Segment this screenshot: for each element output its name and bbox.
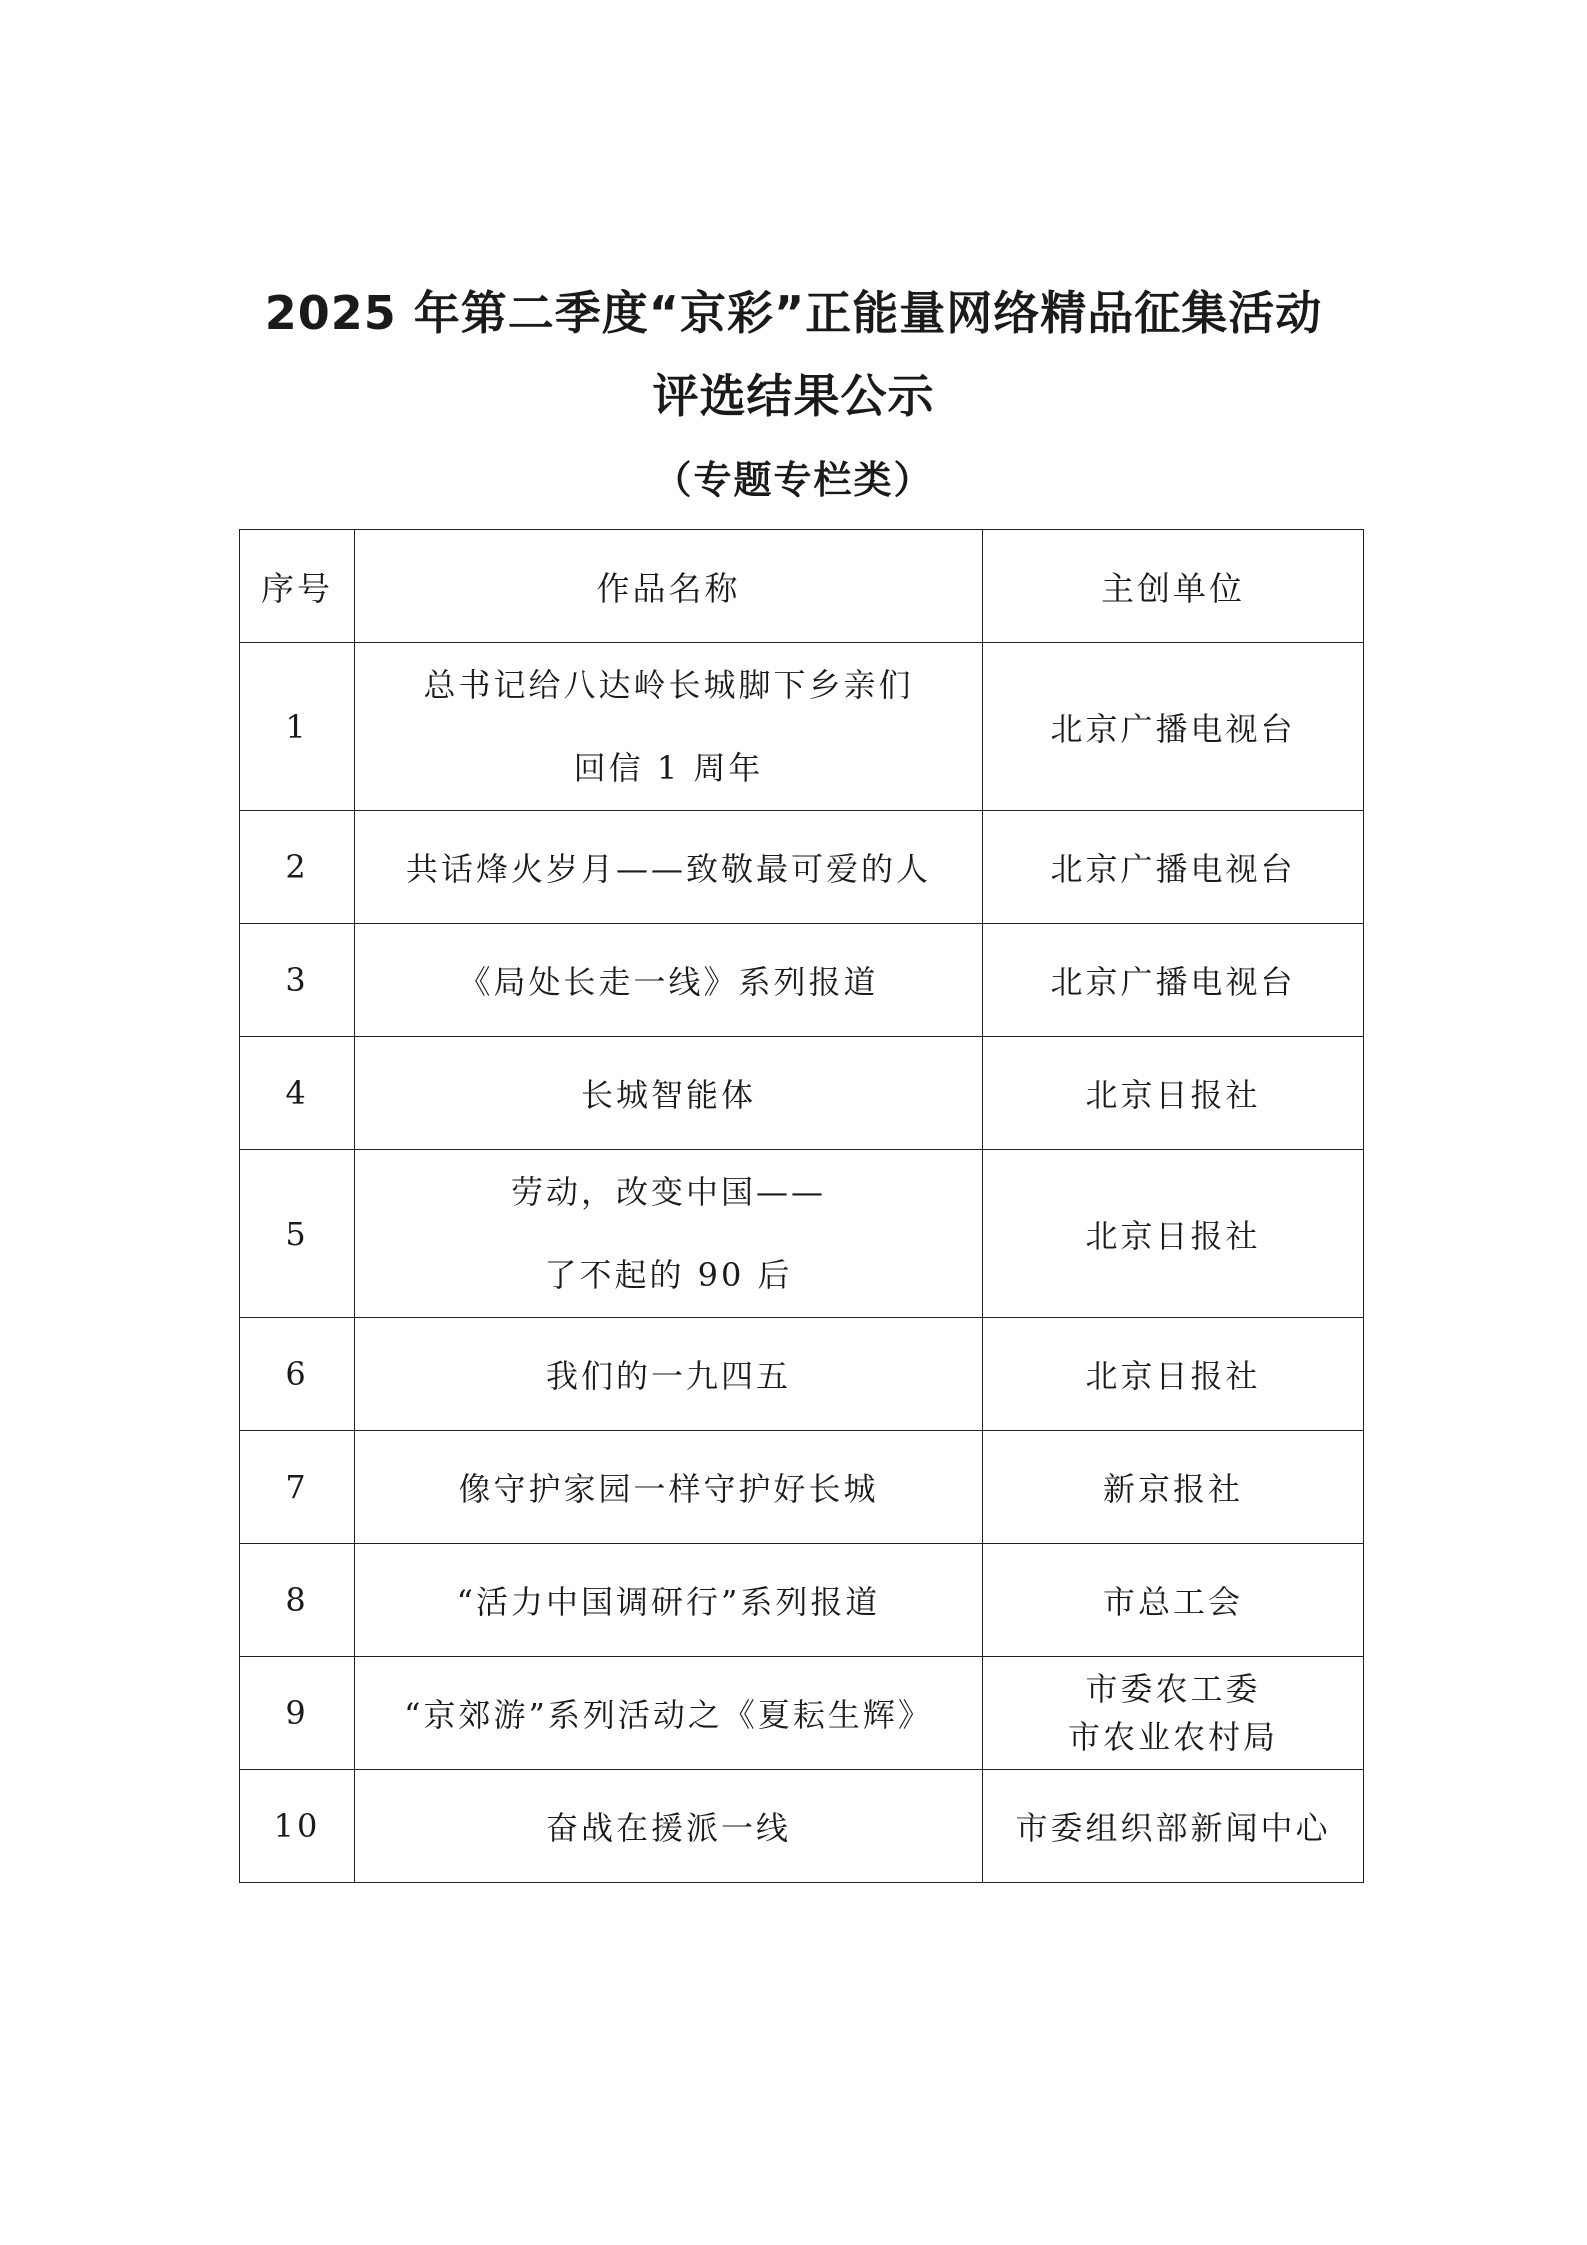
table-row <box>240 811 1364 924</box>
row-number: 4 <box>240 1037 355 1150</box>
work-name-line: 总书记给八达岭长城脚下乡亲们 <box>423 665 914 704</box>
table-row <box>240 643 1364 811</box>
work-name-cell <box>355 1431 983 1544</box>
creator-unit-line: 北京广播电视台 <box>1050 709 1296 748</box>
work-name-cell <box>355 1770 983 1883</box>
header-number: 序号 <box>240 530 355 643</box>
results-table <box>239 529 1364 1883</box>
table-row <box>240 1318 1364 1431</box>
work-name-cell <box>355 1544 983 1657</box>
row-number: 10 <box>240 1770 355 1883</box>
table-row <box>240 1150 1364 1318</box>
row-number: 8 <box>240 1544 355 1657</box>
creator-unit-cell <box>983 1318 1364 1431</box>
creator-unit-line: 北京日报社 <box>1085 1216 1261 1255</box>
creator-unit-line: 北京广播电视台 <box>1050 850 1296 888</box>
creator-unit-line: 北京日报社 <box>1085 1357 1261 1395</box>
creator-unit-cell <box>983 1431 1364 1544</box>
creator-unit-cell <box>983 1150 1364 1318</box>
document-title-second-line: 评选结果公示 <box>652 369 935 423</box>
creator-unit-line: 新京报社 <box>1102 1470 1243 1508</box>
work-name-line: 奋战在援派一线 <box>545 1809 791 1847</box>
header-creator-unit: 主创单位 <box>983 530 1364 643</box>
work-name-line: 共话烽火岁月——致敬最可爱的人 <box>405 850 931 888</box>
creator-unit-cell <box>983 1657 1364 1770</box>
work-name-cell <box>355 1037 983 1150</box>
work-name-cell <box>355 1150 983 1318</box>
creator-unit-line: 市总工会 <box>1102 1583 1243 1621</box>
document-subtitle: （专题专栏类） <box>653 458 934 502</box>
creator-unit-line: 北京广播电视台 <box>1050 963 1296 1001</box>
work-name-line: 像守护家园一样守护好长城 <box>458 1470 879 1508</box>
creator-unit-cell <box>983 1770 1364 1883</box>
creator-unit-line: 市委农工委 <box>1085 1670 1261 1708</box>
table-row <box>240 1770 1364 1883</box>
work-name-line: 我们的一九四五 <box>545 1357 791 1395</box>
table-row <box>240 924 1364 1037</box>
work-name-cell <box>355 811 983 924</box>
work-name-cell <box>355 924 983 1037</box>
table-row <box>240 1657 1364 1770</box>
work-name-cell <box>355 643 983 811</box>
creator-unit-line: 市农业农村局 <box>1067 1718 1278 1756</box>
header-work-name: 作品名称 <box>355 530 983 643</box>
table-row <box>240 1037 1364 1150</box>
row-number: 7 <box>240 1431 355 1544</box>
row-number: 2 <box>240 811 355 924</box>
row-number: 3 <box>240 924 355 1037</box>
row-number: 5 <box>240 1150 355 1318</box>
creator-unit-cell <box>983 1544 1364 1657</box>
work-name-line: 了不起的 90 后 <box>544 1255 793 1294</box>
creator-unit-line: 北京日报社 <box>1085 1076 1261 1114</box>
table-body <box>240 643 1364 1883</box>
creator-unit-line: 市委组织部新闻中心 <box>1015 1809 1331 1847</box>
creator-unit-cell <box>983 924 1364 1037</box>
work-name-line: 回信 1 周年 <box>573 748 764 787</box>
creator-unit-cell <box>983 1037 1364 1150</box>
creator-unit-cell <box>983 811 1364 924</box>
work-name-line: 长城智能体 <box>580 1076 756 1114</box>
table-header-row <box>240 530 1364 643</box>
row-number: 9 <box>240 1657 355 1770</box>
creator-unit-cell <box>983 643 1364 811</box>
work-name-cell <box>355 1657 983 1770</box>
work-name-line: “活力中国调研行”系列报道 <box>456 1583 881 1621</box>
work-name-line: “京郊游”系列活动之《夏耘生辉》 <box>404 1696 933 1734</box>
work-name-line: 劳动，改变中国—— <box>510 1172 826 1211</box>
work-name-line: 《局处长走一线》系列报道 <box>458 963 879 1001</box>
table-row <box>240 1544 1364 1657</box>
document-title: 2025 年第二季度“京彩”正能量网络精品征集活动 <box>264 286 1323 340</box>
table-row <box>240 1431 1364 1544</box>
row-number: 1 <box>240 643 355 811</box>
work-name-cell <box>355 1318 983 1431</box>
row-number: 6 <box>240 1318 355 1431</box>
